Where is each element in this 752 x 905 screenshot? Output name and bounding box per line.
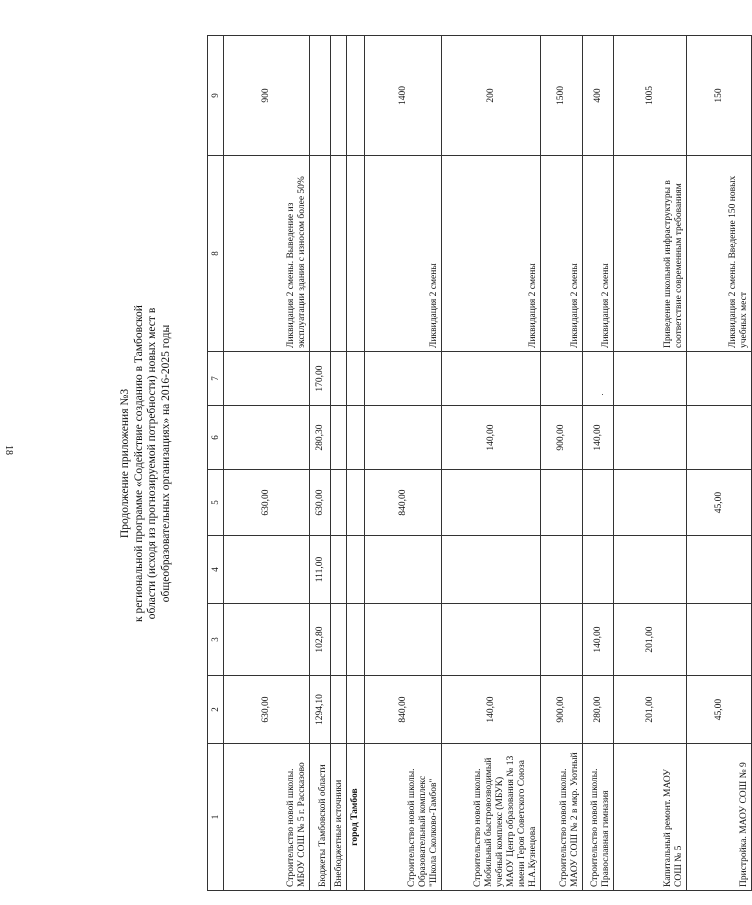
row-label: Бюджеты Тамбовской области	[310, 744, 331, 891]
row-value-col5: 840,00	[365, 470, 442, 536]
row-value-col6	[365, 406, 442, 470]
column-header-5: 5	[208, 470, 224, 536]
row-value-col3: 201,00	[614, 604, 687, 676]
row-value-col7	[614, 352, 687, 406]
page-number: 18	[3, 445, 14, 455]
row-value-col2: 1294,10	[310, 676, 331, 744]
row-seats	[347, 36, 365, 156]
row-label: Строительство новой школы. Мобильный быстровозводимый учебный комплекс (МБУК) МАОУ Центр образования № 13 имени Героя Советского Союза Н.А.Кузнецова	[442, 744, 541, 891]
heading-line-3: области (исходя из прогнозируемой потребности) новых мест в	[146, 307, 158, 620]
row-value-col6: 280,30	[310, 406, 331, 470]
table-body	[224, 36, 752, 891]
row-value-col6	[687, 406, 752, 470]
row-value-col3	[442, 604, 541, 676]
row-value-col4	[583, 536, 614, 604]
row-value-col5	[442, 470, 541, 536]
heading-line-1: Продолжение приложения №3	[119, 388, 131, 539]
row-value-col2: 900,00	[541, 676, 583, 744]
column-header-3: 3	[208, 604, 224, 676]
row-value-col7	[331, 352, 347, 406]
row-value-col5: 45,00	[687, 470, 752, 536]
row-seats: 1500	[541, 36, 583, 156]
row-value-col5	[583, 470, 614, 536]
row-seats: 1005	[614, 36, 687, 156]
row-result	[310, 156, 331, 352]
row-value-col3	[347, 604, 365, 676]
row-value-col7	[583, 352, 614, 406]
row-value-col2: 45,00	[687, 676, 752, 744]
row-value-col2: 140,00	[442, 676, 541, 744]
row-label: Строительство новой школы. МБОУ СОШ № 5 г. Рассказово	[224, 744, 310, 891]
row-result	[347, 156, 365, 352]
row-value-col3: 102,80	[310, 604, 331, 676]
row-value-col7	[442, 352, 541, 406]
row-value-col3: 140,00	[583, 604, 614, 676]
row-value-col6	[224, 406, 310, 470]
column-header-8: 8	[208, 156, 224, 352]
row-value-col2: 201,00	[614, 676, 687, 744]
table-row	[687, 36, 752, 891]
row-value-col3	[224, 604, 310, 676]
row-value-col5	[331, 470, 347, 536]
row-seats	[331, 36, 347, 156]
row-seats: 1400	[365, 36, 442, 156]
row-value-col6: 900,00	[541, 406, 583, 470]
row-value-col7	[541, 352, 583, 406]
row-seats: 200	[442, 36, 541, 156]
table-row	[310, 36, 331, 891]
row-value-col4	[614, 536, 687, 604]
row-seats: 400	[583, 36, 614, 156]
row-value-col6	[347, 406, 365, 470]
table-row	[541, 36, 583, 891]
row-value-col6: 140,00	[442, 406, 541, 470]
row-label: Капитальный ремонт. МАОУ СОШ № 5	[614, 744, 687, 891]
column-header-9: 9	[208, 36, 224, 156]
row-value-col6: 140,00	[583, 406, 614, 470]
column-header-7: 7	[208, 352, 224, 406]
table-row	[365, 36, 442, 891]
row-value-col6	[331, 406, 347, 470]
program-table	[207, 35, 752, 891]
row-value-col4	[442, 536, 541, 604]
row-label: Пристройка. МАОУ СОШ № 9	[687, 744, 752, 891]
row-value-col4	[347, 536, 365, 604]
row-label: город Тамбов	[347, 744, 365, 891]
row-label: Строительство новой школы. Православная гимназия	[583, 744, 614, 891]
row-label: Строительство новой школы. МАОУ СОШ № 2 в мкр. Уютный	[541, 744, 583, 891]
row-value-col5	[347, 470, 365, 536]
row-seats: 150	[687, 36, 752, 156]
row-label: Внебюджетные источники	[331, 744, 347, 891]
table-row	[614, 36, 687, 891]
row-seats	[310, 36, 331, 156]
row-result: Ликвидация 2 смены	[541, 156, 583, 352]
column-header-1: 1	[208, 744, 224, 891]
column-header-6: 6	[208, 406, 224, 470]
table-row	[224, 36, 310, 891]
row-value-col2	[347, 676, 365, 744]
row-result: Ликвидация 2 смены. Введение 150 новых учебных мест	[687, 156, 752, 352]
row-value-col7	[224, 352, 310, 406]
column-number-row	[208, 36, 224, 891]
row-result: Ликвидация 2 смены	[583, 156, 614, 352]
table-row	[331, 36, 347, 891]
row-value-col3	[541, 604, 583, 676]
rotated-document	[117, 36, 749, 891]
table-row	[347, 36, 365, 891]
row-value-col7: 170,00	[310, 352, 331, 406]
row-value-col4	[224, 536, 310, 604]
table-row	[442, 36, 541, 891]
row-value-col4	[541, 536, 583, 604]
table-row	[583, 36, 614, 891]
row-value-col3	[331, 604, 347, 676]
row-value-col3	[365, 604, 442, 676]
row-result: Приведение школьной инфраструктуры в соответствие современным требованиям	[614, 156, 687, 352]
row-value-col7	[365, 352, 442, 406]
row-value-col4	[365, 536, 442, 604]
row-value-col2: 840,00	[365, 676, 442, 744]
row-value-col5	[541, 470, 583, 536]
row-value-col7	[687, 352, 752, 406]
row-result: Ликвидация 2 смены	[365, 156, 442, 352]
row-value-col6	[614, 406, 687, 470]
document-heading	[117, 36, 207, 891]
row-value-col2	[331, 676, 347, 744]
heading-line-4: общеобразовательных организациях» на 2016-2025 годы	[159, 324, 172, 603]
row-result: Ликвидация 2 смены	[442, 156, 541, 352]
row-value-col4	[687, 536, 752, 604]
row-seats: 900	[224, 36, 310, 156]
row-value-col5: 630,00	[310, 470, 331, 536]
row-value-col4: 111,00	[310, 536, 331, 604]
row-value-col5: 630,00	[224, 470, 310, 536]
row-value-col3	[687, 604, 752, 676]
column-header-4: 4	[208, 536, 224, 604]
row-result: Ликвидация 2 смены. Выведение из эксплуатации здания с износом более 50%	[224, 156, 310, 352]
row-value-col5	[614, 470, 687, 536]
row-value-col4	[331, 536, 347, 604]
row-value-col2: 280,00	[583, 676, 614, 744]
row-value-col2: 630,00	[224, 676, 310, 744]
row-result	[331, 156, 347, 352]
row-label: Строительство новой школы. Образовательный комплекс "Школа Сколково-Тамбов"	[365, 744, 442, 891]
row-value-col7	[347, 352, 365, 406]
heading-line-2: к региональной программе «Содействие созданию в Тамбовской	[132, 305, 145, 622]
column-header-2: 2	[208, 676, 224, 744]
